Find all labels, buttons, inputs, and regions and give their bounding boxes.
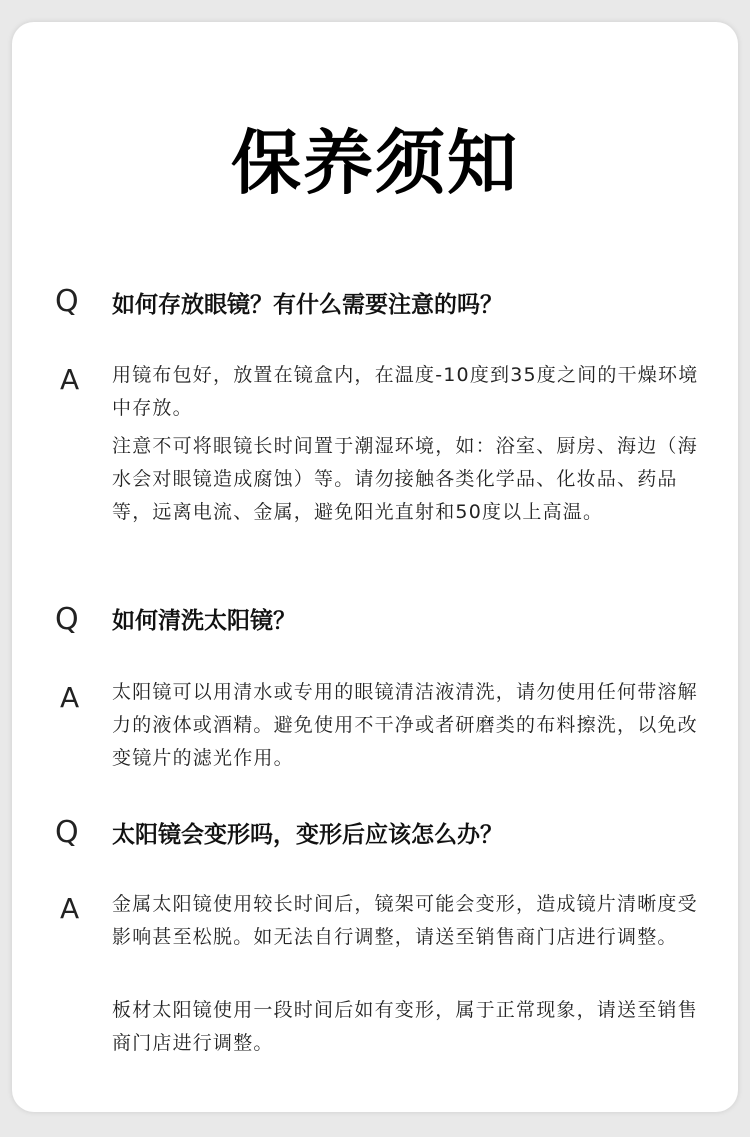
question-text: 太阳镜会变形吗，变形后应该怎么办？ [112, 822, 503, 848]
answer-paragraph: 注意不可将眼镜长时间置于潮湿环境，如：浴室、厨房、海边（海水会对眼镜造成腐蚀）等。请勿接触各类化学品、化妆品、药品等，远离电流、金属，避免阳光直射和50度以上高温。 [112, 435, 698, 523]
a-marker: A [60, 681, 80, 714]
answer-paragraph: 太阳镜可以用清水或专用的眼镜清洁液清洗，请勿使用任何带溶解力的液体或酒精。避免使用不干净或者研磨类的布料擦洗，以免改变镜片的滤光作用。 [112, 681, 698, 769]
a-marker: A [60, 892, 80, 925]
q-marker: Q [55, 284, 79, 319]
q-marker: Q [55, 815, 79, 850]
q-marker: Q [55, 602, 79, 637]
answer-paragraph: 用镜布包好，放置在镜盒内，在温度-10度到35度之间的干燥环境中存放。 [112, 364, 699, 419]
answer-paragraph: 金属太阳镜使用较长时间后，镜架可能会变形，造成镜片清晰度受影响甚至松脱。如无法自行调整，请送至销售商门店进行调整。 [112, 893, 698, 948]
answer-paragraph: 板材太阳镜使用一段时间后如有变形，属于正常现象，请送至销售商门店进行调整。 [112, 999, 698, 1054]
question-text: 如何存放眼镜？有什么需要注意的吗？ [112, 292, 503, 318]
page-title: 保养须知 [231, 122, 519, 204]
question-text: 如何清洗太阳镜？ [112, 608, 296, 634]
a-marker: A [60, 363, 80, 396]
